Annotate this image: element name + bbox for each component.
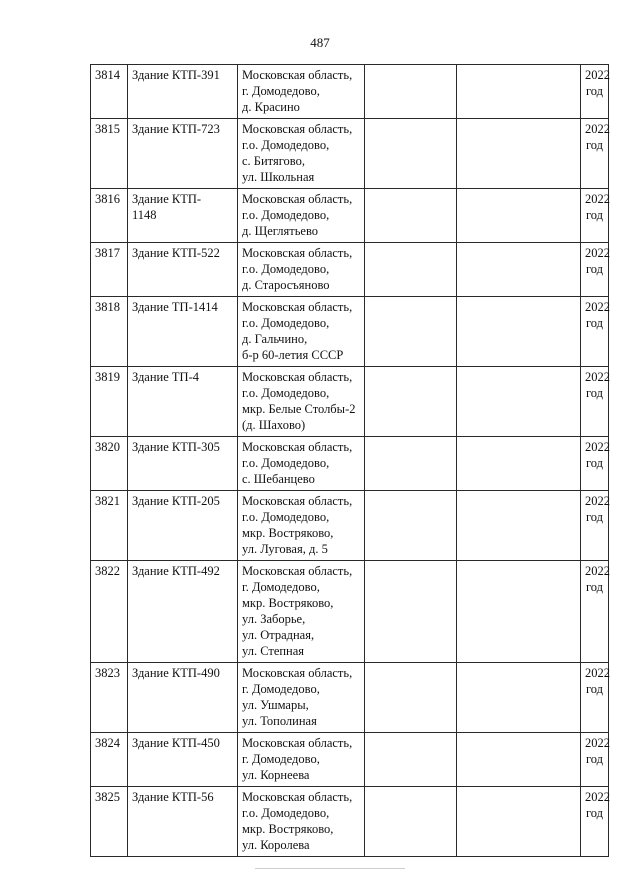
table-row — [91, 733, 609, 787]
cell-empty-col-4 — [365, 663, 457, 733]
cell-object-name: Здание КТП-492 — [128, 561, 238, 663]
cell-empty-col-5 — [457, 491, 581, 561]
cell-address: Московская область, г.о. Домодедово, д. Старосъяново — [238, 243, 365, 297]
cell-year: 2022 год — [581, 561, 609, 663]
table-row — [91, 65, 609, 119]
cell-number: 3823 — [91, 663, 128, 733]
cell-empty-col-4 — [365, 297, 457, 367]
cell-year: 2022 год — [581, 437, 609, 491]
cell-address: Московская область, г.о. Домодедово, с. Шебанцево — [238, 437, 365, 491]
cell-address: Московская область, г.о. Домодедово, с. Битягово, ул. Школьная — [238, 119, 365, 189]
table-row — [91, 437, 609, 491]
cell-number: 3815 — [91, 119, 128, 189]
cell-empty-col-4 — [365, 733, 457, 787]
cell-address: Московская область, г. Домодедово, д. Красино — [238, 65, 365, 119]
cell-year: 2022 год — [581, 297, 609, 367]
cell-empty-col-5 — [457, 437, 581, 491]
table-row — [91, 367, 609, 437]
cell-number: 3814 — [91, 65, 128, 119]
cell-empty-col-5 — [457, 297, 581, 367]
cell-year: 2022 год — [581, 733, 609, 787]
cell-year: 2022 год — [581, 787, 609, 857]
cell-empty-col-4 — [365, 491, 457, 561]
registry-table — [90, 64, 609, 857]
cell-object-name: Здание КТП-305 — [128, 437, 238, 491]
cell-object-name: Здание КТП-723 — [128, 119, 238, 189]
cell-object-name: Здание КТП-522 — [128, 243, 238, 297]
cell-number: 3821 — [91, 491, 128, 561]
cell-empty-col-5 — [457, 367, 581, 437]
table-row — [91, 297, 609, 367]
cell-address: Московская область, г. Домодедово, ул. Корнеева — [238, 733, 365, 787]
cell-object-name: Здание КТП-205 — [128, 491, 238, 561]
cell-year: 2022 год — [581, 243, 609, 297]
cell-number: 3819 — [91, 367, 128, 437]
cell-number: 3816 — [91, 189, 128, 243]
table-row — [91, 119, 609, 189]
cell-number: 3817 — [91, 243, 128, 297]
cell-object-name: Здание КТП- 1148 — [128, 189, 238, 243]
cell-address: Московская область, г.о. Домодедово, мкр. Востряково, ул. Луговая, д. 5 — [238, 491, 365, 561]
cell-empty-col-4 — [365, 119, 457, 189]
registry-table-body — [91, 65, 609, 857]
cell-empty-col-5 — [457, 787, 581, 857]
cell-address: Московская область, г.о. Домодедово, д. Щеглятьево — [238, 189, 365, 243]
cell-number: 3824 — [91, 733, 128, 787]
cell-number: 3822 — [91, 561, 128, 663]
cell-empty-col-5 — [457, 119, 581, 189]
table-row — [91, 663, 609, 733]
cell-number: 3825 — [91, 787, 128, 857]
cell-empty-col-4 — [365, 189, 457, 243]
cell-year: 2022 год — [581, 65, 609, 119]
cell-object-name: Здание ТП-1414 — [128, 297, 238, 367]
cell-address: Московская область, г.о. Домодедово, д. Гальчино, б-р 60-летия СССР — [238, 297, 365, 367]
cell-year: 2022 год — [581, 189, 609, 243]
cell-year: 2022 год — [581, 119, 609, 189]
table-row — [91, 243, 609, 297]
cell-empty-col-5 — [457, 189, 581, 243]
cell-empty-col-4 — [365, 65, 457, 119]
cell-address: Московская область, г.о. Домодедово, мкр. Востряково, ул. Королева — [238, 787, 365, 857]
cell-address: Московская область, г.о. Домодедово, мкр. Белые Столбы-2 (д. Шахово) — [238, 367, 365, 437]
table-row — [91, 561, 609, 663]
cell-empty-col-4 — [365, 243, 457, 297]
cell-object-name: Здание КТП-391 — [128, 65, 238, 119]
cell-number: 3820 — [91, 437, 128, 491]
cell-empty-col-5 — [457, 663, 581, 733]
cell-empty-col-4 — [365, 437, 457, 491]
cell-empty-col-5 — [457, 561, 581, 663]
page-number: 487 — [310, 35, 330, 50]
cell-object-name: Здание ТП-4 — [128, 367, 238, 437]
table-row — [91, 491, 609, 561]
cell-year: 2022 год — [581, 367, 609, 437]
table-row — [91, 189, 609, 243]
cell-number: 3818 — [91, 297, 128, 367]
cell-year: 2022 год — [581, 663, 609, 733]
cell-year: 2022 год — [581, 491, 609, 561]
cell-object-name: Здание КТП-490 — [128, 663, 238, 733]
cell-object-name: Здание КТП-450 — [128, 733, 238, 787]
cell-empty-col-4 — [365, 787, 457, 857]
cell-empty-col-4 — [365, 367, 457, 437]
cell-empty-col-5 — [457, 243, 581, 297]
cell-empty-col-5 — [457, 65, 581, 119]
bottom-divider — [255, 868, 405, 869]
cell-empty-col-5 — [457, 733, 581, 787]
cell-address: Московская область, г. Домодедово, мкр. Востряково, ул. Заборье, ул. Отрадная, ул. Степная — [238, 561, 365, 663]
cell-empty-col-4 — [365, 561, 457, 663]
cell-object-name: Здание КТП-56 — [128, 787, 238, 857]
table-row — [91, 787, 609, 857]
cell-address: Московская область, г. Домодедово, ул. Ушмары, ул. Тополиная — [238, 663, 365, 733]
